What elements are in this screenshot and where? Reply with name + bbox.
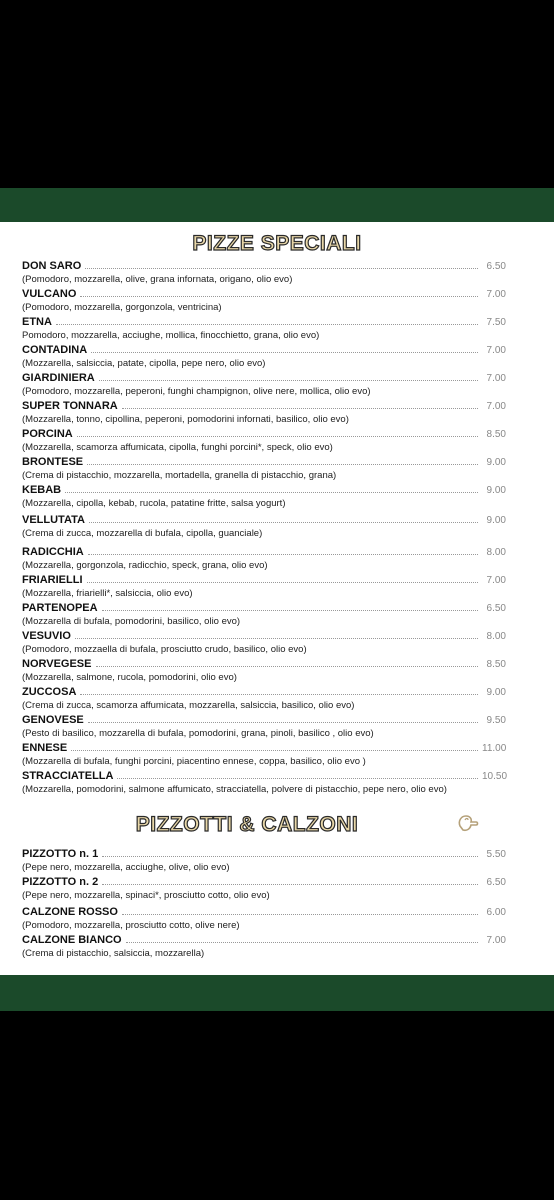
menu-item-name: SUPER TONNARA	[22, 400, 118, 412]
menu-item-name: CONTADINA	[22, 344, 88, 356]
menu-item	[22, 484, 506, 510]
menu-item-row	[22, 428, 506, 442]
menu-item	[22, 400, 506, 426]
section-title-pizze-speciali: PIZZE SPECIALI	[192, 232, 362, 255]
menu-item	[22, 546, 506, 572]
menu-item-price: 6.00	[486, 907, 506, 918]
menu-item-price: 7.00	[486, 401, 506, 412]
menu-item-price: 7.00	[486, 345, 506, 356]
dot-leader	[75, 638, 478, 639]
menu-item-row	[22, 686, 506, 700]
menu-item-name: STRACCIATELLA	[22, 770, 114, 782]
menu-item	[22, 714, 506, 740]
top-green-band	[0, 188, 554, 222]
menu-item-price: 9.00	[486, 457, 506, 468]
menu-item-row	[22, 770, 506, 784]
dot-leader	[89, 522, 478, 523]
dot-leader	[87, 582, 479, 583]
menu-item-row	[22, 372, 506, 386]
dot-leader	[122, 914, 478, 915]
dot-leader	[122, 408, 478, 409]
menu-item-description: (Mozzarella, gorgonzola, radicchio, speck, grana, olio evo)	[22, 560, 268, 571]
hand-pointer-icon	[455, 812, 481, 834]
menu-item	[22, 876, 506, 902]
dot-leader	[77, 436, 478, 437]
menu-item-row	[22, 934, 506, 948]
menu-item-row	[22, 714, 506, 728]
menu-item-name: ZUCCOSA	[22, 686, 77, 698]
menu-item-description: (Pomodoro, mozzarella, gorgonzola, ventricina)	[22, 302, 222, 313]
menu-item-name: VULCANO	[22, 288, 77, 300]
menu-item-description: (Pesto di basilico, mozzarella di bufala, pomodorini, grana, pinoli, basilico , olio evo)	[22, 728, 374, 739]
menu-item-name: FRIARIELLI	[22, 574, 83, 586]
menu-item-price: 9.00	[486, 485, 506, 496]
menu-item	[22, 344, 506, 370]
menu-item-name: GIARDINIERA	[22, 372, 95, 384]
menu-item-row	[22, 456, 506, 470]
menu-item-description: (Pepe nero, mozzarella, spinaci*, prosciutto cotto, olio evo)	[22, 890, 270, 901]
menu-item-name: BRONTESE	[22, 456, 84, 468]
menu-item-price: 11.00	[482, 743, 507, 754]
menu-item-name: CALZONE ROSSO	[22, 906, 118, 918]
menu-item-name: NORVEGESE	[22, 658, 92, 670]
menu-item-description: (Pepe nero, mozzarella, acciughe, olive, olio evo)	[22, 862, 230, 873]
menu-item-row	[22, 742, 506, 756]
menu-item-row	[22, 546, 506, 560]
menu-item-price: 10.50	[482, 771, 508, 782]
menu-item-row	[22, 260, 506, 274]
dot-leader	[88, 554, 478, 555]
menu-item-price: 7.00	[486, 373, 506, 384]
menu-item	[22, 372, 506, 398]
menu-item-name: GENOVESE	[22, 714, 84, 726]
menu-item-description: (Mozzarella, salsiccia, patate, cipolla, pepe nero, olio evo)	[22, 358, 266, 369]
menu-item-description: (Mozzarella di bufala, funghi porcini, piacentino ennese, coppa, basilico, olio evo )	[22, 756, 366, 767]
menu-item-price: 6.50	[486, 261, 506, 272]
menu-item-name: PIZZOTTO n. 2	[22, 876, 99, 888]
menu-item	[22, 686, 506, 712]
menu-item-name: ENNESE	[22, 742, 68, 754]
menu-item-name: VESUVIO	[22, 630, 71, 642]
menu-item	[22, 770, 506, 796]
menu-item	[22, 658, 506, 684]
menu-item-row	[22, 848, 506, 862]
menu-item-price: 6.50	[486, 877, 506, 888]
dot-leader	[85, 268, 478, 269]
menu-item-price: 7.00	[486, 935, 506, 946]
menu-item-name: CALZONE BIANCO	[22, 934, 122, 946]
dot-leader	[88, 722, 478, 723]
dot-leader	[126, 942, 478, 943]
menu-item	[22, 602, 506, 628]
menu-item	[22, 574, 506, 600]
menu-item-name: VELLUTATA	[22, 514, 85, 526]
menu-item-row	[22, 574, 506, 588]
menu-item-price: 9.00	[486, 687, 506, 698]
dot-leader	[56, 324, 478, 325]
dot-leader	[102, 856, 478, 857]
menu-item-row	[22, 400, 506, 414]
menu-item-description: (Crema di zucca, scamorza affumicata, mozzarella, salsiccia, basilico, olio evo)	[22, 700, 355, 711]
section-title-pizzotti-calzoni: PIZZOTTI & CALZONI	[135, 813, 359, 836]
menu-sheet	[0, 222, 554, 975]
menu-item-price: 8.50	[486, 429, 506, 440]
menu-item-description: Pomodoro, mozzarella, acciughe, mollica, finocchietto, grana, olio evo)	[22, 330, 320, 341]
menu-item-price: 8.00	[486, 631, 506, 642]
menu-item	[22, 288, 506, 314]
dot-leader	[96, 666, 479, 667]
dot-leader	[80, 296, 478, 297]
menu-item-row	[22, 876, 506, 890]
dot-leader	[80, 694, 478, 695]
menu-item-name: DON SARO	[22, 260, 82, 272]
menu-item-description: (Crema di pistacchio, mozzarella, mortadella, granella di pistacchio, grana)	[22, 470, 337, 481]
menu-item-description: (Mozzarella di bufala, pomodorini, basilico, olio evo)	[22, 616, 241, 627]
menu-item-name: KEBAB	[22, 484, 62, 496]
menu-item-description: (Pomodoro, mozzaella di bufala, prosciutto crudo, basilico, olio evo)	[22, 644, 307, 655]
menu-item	[22, 260, 506, 286]
menu-item	[22, 456, 506, 482]
menu-item-price: 9.00	[486, 515, 506, 526]
menu-item-price: 9.50	[486, 715, 506, 726]
menu-item-price: 7.50	[486, 317, 506, 328]
menu-item-description: (Pomodoro, mozzarella, olive, grana infornata, origano, olio evo)	[22, 274, 293, 285]
menu-item-price: 6.50	[486, 603, 506, 614]
menu-item-price: 8.50	[486, 659, 506, 670]
menu-item-description: (Mozzarella, scamorza affumicata, cipolla, funghi porcini*, speck, olio evo)	[22, 442, 333, 453]
menu-item-row	[22, 630, 506, 644]
menu-item-description: (Mozzarella, pomodorini, salmone affumicato, stracciatella, polvere di pistacchio, pepe nero, olio evo)	[22, 784, 447, 795]
dot-leader	[87, 464, 478, 465]
menu-item-name: PIZZOTTO n. 1	[22, 848, 99, 860]
menu-item-row	[22, 484, 506, 498]
dot-leader	[91, 352, 478, 353]
menu-item	[22, 742, 506, 768]
menu-item-name: PORCINA	[22, 428, 73, 440]
menu-item	[22, 630, 506, 656]
menu-item-description: (Mozzarella, tonno, cipollina, peperoni, pomodorini infornati, basilico, olio evo)	[22, 414, 349, 425]
dot-leader	[117, 778, 478, 779]
menu-item-description: (Mozzarella, friarielli*, salsiccia, olio evo)	[22, 588, 193, 599]
menu-item-description: (Crema di pistacchio, salsiccia, mozzarella)	[22, 948, 205, 959]
dot-leader	[99, 380, 478, 381]
menu-item-price: 5.50	[486, 849, 506, 860]
menu-item	[22, 428, 506, 454]
menu-item-description: (Pomodoro, mozzarella, prosciutto cotto, olive nere)	[22, 920, 240, 931]
menu-item	[22, 848, 506, 874]
menu-item-row	[22, 906, 506, 920]
menu-item-row	[22, 658, 506, 672]
menu-item-name: ETNA	[22, 316, 52, 328]
menu-item-description: (Mozzarella, cipolla, kebab, rucola, patatine fritte, salsa yogurt)	[22, 498, 286, 509]
menu-item	[22, 316, 506, 342]
dot-leader	[102, 610, 478, 611]
menu-item-description: (Mozzarella, salmone, rucola, pomodorini, olio evo)	[22, 672, 237, 683]
dot-leader	[102, 884, 478, 885]
menu-item-name: PARTENOPEA	[22, 602, 98, 614]
menu-item-row	[22, 514, 506, 528]
menu-item	[22, 906, 506, 932]
menu-item-price: 7.00	[486, 575, 506, 586]
dot-leader	[65, 492, 478, 493]
menu-item-name: RADICCHIA	[22, 546, 84, 558]
menu-item-row	[22, 316, 506, 330]
menu-item-description: (Pomodoro, mozzarella, peperoni, funghi champignon, olive nere, mollica, olio evo)	[22, 386, 371, 397]
menu-item-description: (Crema di zucca, mozzarella di bufala, cipolla, guanciale)	[22, 528, 263, 539]
menu-item	[22, 934, 506, 960]
dot-leader	[71, 750, 478, 751]
menu-item-price: 8.00	[486, 547, 506, 558]
menu-item-price: 7.00	[486, 289, 506, 300]
menu-item-row	[22, 288, 506, 302]
menu-item-row	[22, 602, 506, 616]
menu-item-row	[22, 344, 506, 358]
bottom-green-band	[0, 975, 554, 1011]
menu-item	[22, 514, 506, 540]
